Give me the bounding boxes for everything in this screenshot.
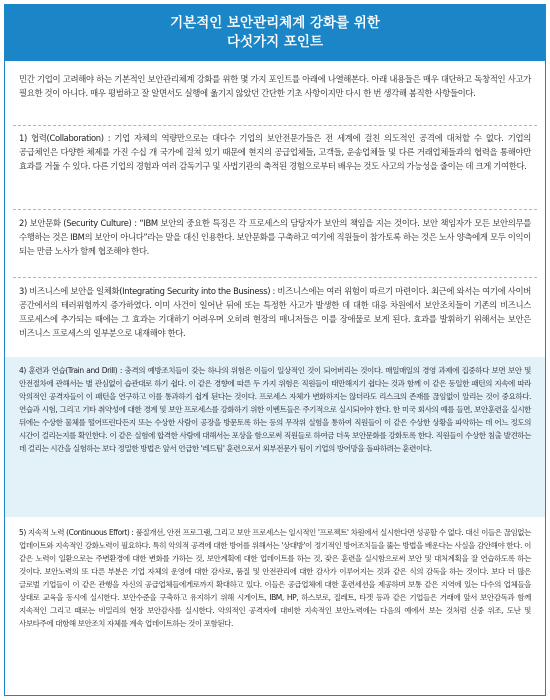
title-line-1: 기본적인 보안관리체계 강화를 위한 (170, 15, 380, 31)
point-train-and-drill: 4) 훈련과 연습(Train and Drill) : 충격의 예방조치들이 갖는 하나의 위험은 이들이 일상적인 것이 되어버리는 것이다. 매일매일의 경영 과제에 집중하다 보면 보안 및 안전절차에 관해서는 별 관심없이 습관대로 하기 쉽다. 이 같은 경향에 따른 두 가지 위험은 직원들이 태만해지기 쉽다는 것과 함께 이 같은 동일한 패턴의 지속에 따라 악의적인 공격자들이 이 패턴을 연구하고 이를 통과하기 쉽게 된다는 것이다. 프로세스 자체가 변화하지는 않더라도 리스크의 존재를 끊임없이 알리는 것이 중요하다. 연습과 시험, 그리고 기타 취약성에 대한 경계 및 보안 프로세스를 강화하기 위한 이벤트들은 주기적으로 실시되어야 한다. 한 미국 회사의 예를 들면, 보안훈련을 실시한 뒤에는 수상한 물체를 떨어뜨린다든지 또는 수상한 사람이 공장을 방문토록 하는 등의 무작위 실험을 통하여 직원들이 이 같은 수상한 상황을 파악하는 데 어느 정도의 시간이 걸리는지를 확인한다. 이 같은 실험에 합격한 사람에 대해서는 포상을 함으로써 직원들로 하여금 더욱 보안문화를 강화토록 한다. 직원들이 수상한 침출 발견하는 데 걸리는 시간을 실험하는 보다 정밀한 방법은 앞서 언급한 '레드팀' 훈련으로서 외부전문가 팀이 기업의 방어망을 돌파하려는 훈련이다. (5, 357, 545, 517)
section-divider (13, 209, 537, 210)
article-frame (4, 4, 546, 696)
intro-paragraph: 민간 기업이 고려해야 하는 기본적인 보안관리체계 강화를 위한 몇 가지 포인트를 아래에 나열해본다. 아래 내용들은 매우 대단하고 독창적인 사고가 필요한 것이 아니다. 매우 평범하고 잘 알면서도 실행에 옮기지 않았던 간단한 기초 사항이지만 다시 한 번 생각해 봄직한 사항들이다. (19, 74, 531, 98)
title-banner (5, 5, 545, 61)
point-collaboration: 1) 협력(Collaboration) : 기업 자체의 역량만으로는 대다수 기업의 보안전문가들은 전 세계에 걸친 의도적인 공격에 대처할 수 없다. 기업의 공급체인은 다양한 체제를 가진 수십 개 국가에 걸쳐 있기 때문에 현지의 공급업체들, 고객들, 운송업체들 및 다른 거래업체들과의 협력을 통해야만 효과를 거둘 수 있다. 다른 기업의 경험과 여러 감독기구 및 사법기관의 축적된 경험으로부터 배우는 것도 사고의 가능성을 줄이는 데 크게 기여한다. (19, 133, 531, 171)
point-security-culture: 2) 보안문화 (Security Culture) : “IBM 보안의 중요한 특징은 각 프로세스의 담당자가 보안의 책임을 지는 것이다. 보안 책임자가 모든 보안의무를 수행하는 것은 IBM의 보안이 아니다”라는 말을 대신 인용한다. 보안문화를 구축하고 여기에 직원들이 참가토록 하는 것은 노사 양측에게 모두 이익이 되는 만큼 노사가 함께 협조해야 한다. (19, 218, 531, 256)
point-continuous-effort: 5) 지속적 노력 (Continuous Effort) : 품질개선, 안전 프로그램, 그리고 보안 프로세스는 일시적인 '프로젝트' 차원에서 실시한다면 성공할 수 없다. 대신 이들은 끊임없는 업데이트와 지속적인 강화노력이 필요하다. 특히 악의적 공격에 대한 방어를 위해서는 '상대방'이 정기적인 방어조치들을 뚫는 방법을 배운다는 사실을 감안해야 한다. 이 같은 노력이 일환으로는 주변환경에 대한 변화를 가하는 것, 보안계획에 대한 업데이트를 하는 것, 잦은 훈련을 실시함으로써 보안 및 대처계획을 잘 연습하도록 하는 것이다. 보안노력의 또 다른 부분은 기업 자체의 운영에 대한 감사로, 품질 및 안전관리에 대한 감사가 이루어지는 것과 같은 식의 감독을 하는 것이다. 보다 더 많은 글로벌 기업들이 이 같은 관행을 자신의 공급업체들에게로까지 확대하고 있다. 이들은 공급업체에 대한 훈련세션을 제공하며 보통 같은 지역에 있는 다수의 업체들을 상대로 교육을 동시에 실시한다. 보안수준을 구축하고 유지하기 위해 시게이트, IBM, HP, 하스보로, 질레트, 타겟 등과 같은 기업들은 거래에 앞서 보안감독과 함께 지속적인 그리고 때로는 비밀리의 현장 보안감사를 실시한다. 악의적인 공격자에 대비한 지속적인 보안노력에는 다음의 예에서 보는 것처럼 신중 위조, 도난 및 사보타주에 대항해 보안조치 자체를 계속 업데이트하는 것이 포함된다. (19, 528, 531, 628)
section-divider (13, 277, 537, 278)
point-integrating-security: 3) 비즈니스에 보안을 일체화(Integrating Security into the Business) : 비즈니스에는 여러 위험이 따르기 마련이다. 최근에 와서는 여기에 사이버 공간에서의 테러위험까지 증가하였다. 이미 사건이 일어난 뒤에 또는 특정한 사고가 발생한 데 대한 대응 차원에서 보안조치들이 기존의 비즈니스 프로세스에 추가되는 때에는 그 효과는 기대하기 어려우며 오히려 현장의 매니저들은 이를 장애물로 보게 된다. 효과를 발휘하기 위해서는 보안은 비즈니스 프로세스의 일부분으로 내재해야 한다. (19, 286, 531, 338)
section-divider (13, 125, 537, 126)
title-line-2: 다섯가지 포인트 (227, 34, 323, 50)
